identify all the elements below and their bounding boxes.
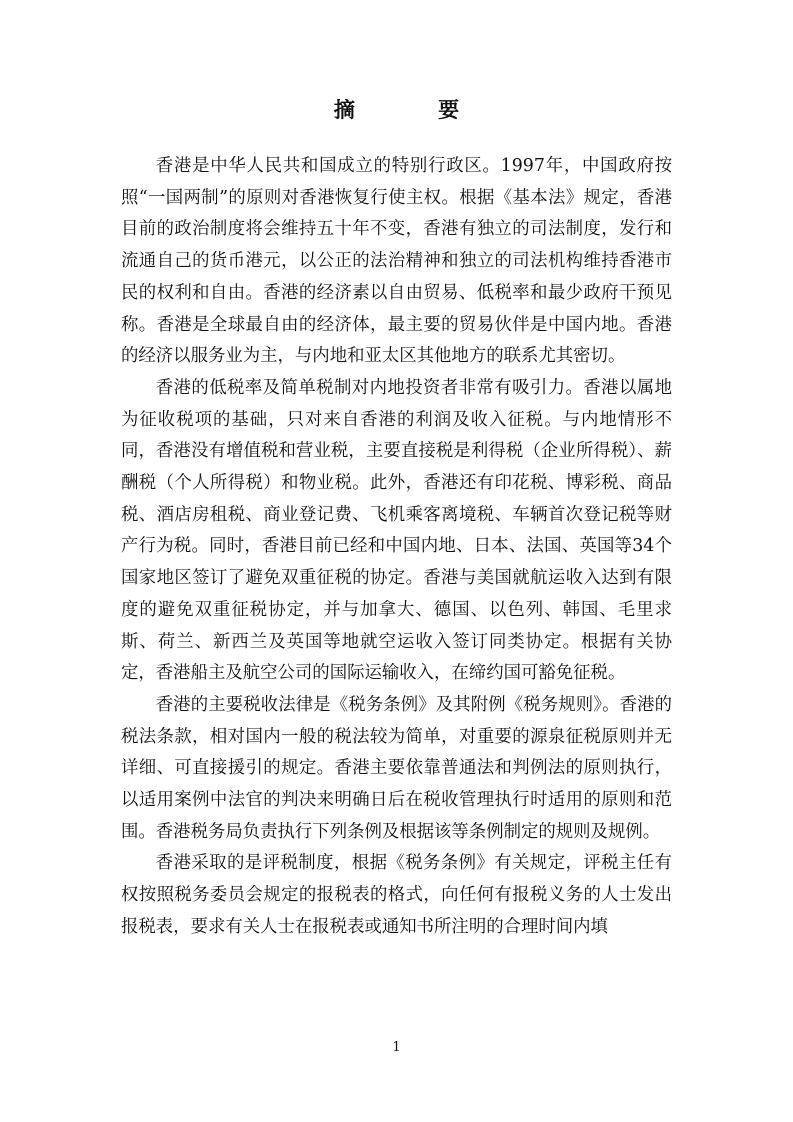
paragraph-2: 香港的低税率及简单税制对内地投资者非常有吸引力。香港以属地为征收税项的基础，只对来自香港的利润及收入征税。与内地情形不同，香港没有增值税和营业税，主要直接税是利得税（企业所得税）、薪酬税（个人所得税）和物业税。此外，香港还有印花税、博彩税、商品税、酒店房租税、商业登记费、飞机乘客离境税、车辆首次登记税等财产行为税。同时，香港目前已经和中国内地、日本、法国、英国等34个国家地区签订了避免双重征税的协定。香港与美国就航运收入达到有限度的避免双重征税协定，并与加拿大、德国、以色列、韩国、毛里求斯、荷兰、新西兰及英国等地就空运收入签订同类协定。根据有关协定，香港船主及航空公司的国际运输收入，在缔约国可豁免征税。 bbox=[121, 377, 672, 684]
page-number: 1 bbox=[392, 1040, 401, 1055]
abstract-body bbox=[121, 151, 672, 944]
abstract-title: 摘 要 bbox=[333, 97, 498, 122]
paragraph-4: 香港采取的是评税制度，根据《税务条例》有关规定，评税主任有权按照税务委员会规定的报税表的格式，向任何有报税义务的人士发出报税表，要求有关人士在报税表或通知书所注明的合理时间内填 bbox=[121, 853, 672, 937]
paragraph-3: 香港的主要税收法律是《税务条例》及其附例《税务规则》。香港的税法条款，相对国内一般的税法较为简单，对重要的源泉征税原则并无详细、可直接援引的规定。香港主要依靠普通法和判例法的原则执行，以适用案例中法官的判决来明确日后在税收管理执行时适用的原则和范围。香港税务局负责执行下列条例及根据该等条例制定的规则及规例。 bbox=[121, 694, 672, 842]
paragraph-1: 香港是中华人民共和国成立的特别行政区。1997年，中国政府按照“一国两制”的原则对香港恢复行使主权。根据《基本法》规定，香港目前的政治制度将会维持五十年不变，香港有独立的司法制度，发行和流通自己的货币港元，以公正的法治精神和独立的司法机构维持香港市民的权利和自由。香港的经济素以自由贸易、低税率和最少政府干预见称。香港是全球最自由的经济体，最主要的贸易伙伴是中国内地。香港的经济以服务业为主，与内地和亚太区其他地方的联系尤其密切。 bbox=[121, 156, 672, 367]
